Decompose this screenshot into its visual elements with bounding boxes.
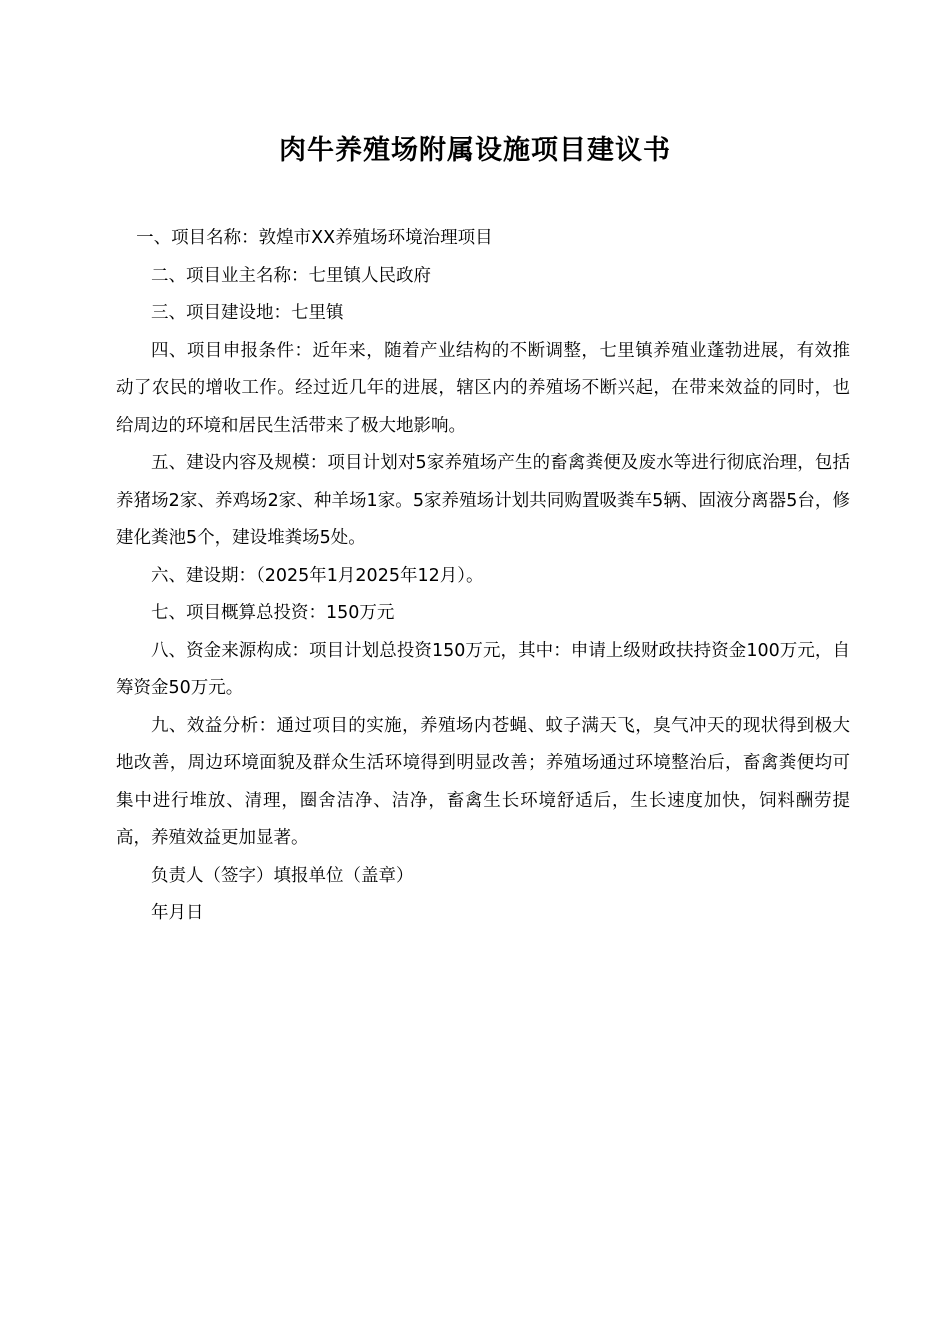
paragraph-date: 年月日: [151, 903, 204, 923]
paragraph-construction-site: 三、项目建设地：七里镇: [151, 303, 344, 323]
paragraph-project-owner: 二、项目业主名称：七里镇人民政府: [151, 265, 431, 286]
paragraph-total-investment: 七、项目概算总投资：150万元: [151, 603, 395, 623]
paragraph-construction-content: 五、建设内容及规模：项目计划对5家养殖场产生的畜禽粪便及废水等进行彻底治理，包括养猪场2家、养鸡场2家、种羊场1家。5家养殖场计划共同购置吸粪车5辆、固液分离器5台，修建化粪池5个，建设堆粪场5处。: [116, 453, 850, 548]
paragraph-funding-sources: 八、资金来源构成：项目计划总投资150万元，其中：申请上级财政扶持资金100万元，自筹资金50万元。: [116, 640, 850, 698]
document-title: 肉牛养殖场附属设施项目建议书: [279, 135, 671, 166]
paragraph-application-conditions: 四、项目申报条件：近年来，随着产业结构的不断调整，七里镇养殖业蓬勃进展，有效推动了农民的增收工作。经过近几年的进展，辖区内的养殖场不断兴起，在带来效益的同时，也给周边的环境和居民生活带来了极大地影响。: [116, 340, 850, 436]
paragraph-construction-period: 六、建设期：（2025年1月2025年12月）。: [151, 565, 484, 586]
paragraph-signature: 负责人（签字）填报单位（盖章）: [151, 865, 414, 886]
paragraph-project-name: 一、项目名称：敦煌市XX养殖场环境治理项目: [136, 228, 493, 248]
paragraph-benefit-analysis: 九、效益分析：通过项目的实施，养殖场内苍蝇、蚊子满天飞，臭气冲天的现状得到极大地改善，周边环境面貌及群众生活环境得到明显改善；养殖场通过环境整治后，畜禽粪便均可集中进行堆放、清理，圈舍洁净、洁净，畜禽生长环境舒适后，生长速度加快，饲料酬劳提高，养殖效益更加显著。: [116, 715, 850, 848]
document-body: [116, 220, 850, 933]
